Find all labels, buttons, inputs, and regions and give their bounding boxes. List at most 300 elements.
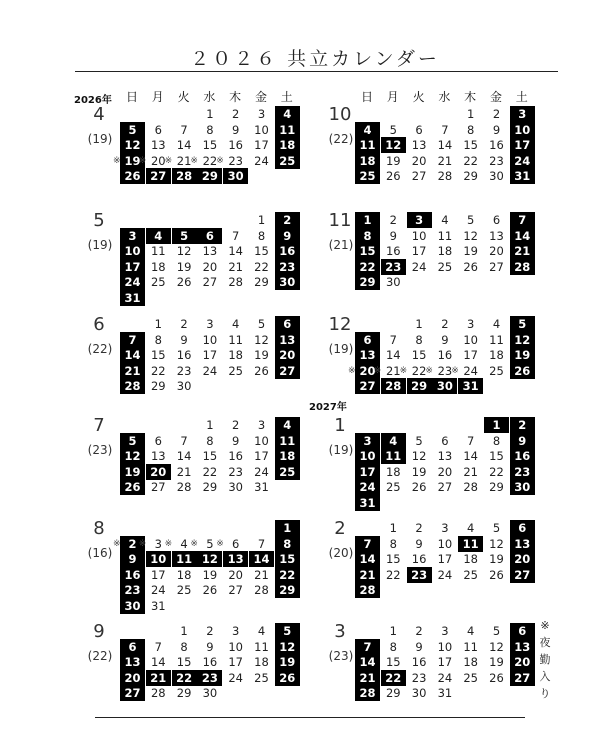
day-cell: 24 [355,479,380,495]
weekday-0: 日 [360,90,373,104]
day-cell: 9 [275,228,300,244]
day-cell: 4 [275,106,300,122]
day-cell: 5 [492,521,501,535]
day-cell: 30 [275,274,300,290]
day-cell: ※ 20 [355,363,380,379]
day-cell: 23 [510,464,535,480]
month-block-10 [326,104,593,212]
day-cell: 8 [389,536,397,551]
month-block-2 [326,518,593,626]
day-cell: 11 [150,244,166,258]
day-cell: 12 [489,536,504,551]
day-cell: 9 [206,639,214,654]
working-day-count: (19) [87,238,113,252]
day-cell: 21 [120,363,145,379]
day-cell: ※ 5 [197,536,222,552]
day-cell: 23 [381,259,406,275]
day-cell: 6 [197,228,222,244]
day-cell: 1 [257,213,266,227]
day-cell: 1 [355,212,380,228]
day-cell: 7 [389,332,397,347]
day-cell: 28 [510,259,535,275]
month-block-8 [85,518,355,626]
day-cell: 21 [437,153,453,168]
day-cell: 14 [437,138,453,152]
day-cell: 2 [206,624,214,638]
day-cell: 17 [437,552,453,566]
day-cell: 25 [176,583,192,597]
day-cell: 24 [150,583,166,597]
day-cell: 7 [154,639,162,654]
day-cell: 29 [463,169,478,183]
day-cell: 13 [202,244,218,258]
day-cell: 14 [228,244,243,258]
day-cell: 7 [120,332,145,348]
day-cell: 11 [275,122,300,138]
day-cell: 5 [492,624,501,638]
month-block-1 [326,415,593,523]
day-cell: 5 [389,122,397,137]
day-cell: 30 [510,479,535,495]
day-cell: 19 [489,655,504,669]
day-cell: 14 [463,449,478,463]
working-day-count: (22) [87,342,113,356]
month-block-3 [326,621,593,729]
day-cell: 8 [415,332,423,347]
day-cell: ※ 21 [381,363,406,379]
day-cell: 22 [489,464,504,479]
day-cell: 22 [463,153,478,168]
day-cell: 4 [492,317,501,331]
day-cell: 5 [510,316,535,332]
day-cell: 4 [381,433,406,449]
day-cell: 27 [437,480,453,494]
day-cell: 27 [411,169,427,183]
day-cell: 28 [437,169,453,183]
day-cell: 16 [385,244,401,258]
day-cell: 14 [510,228,535,244]
day-cell: 22 [275,567,300,583]
day-cell: 25 [437,259,453,274]
day-cell: 24 [254,153,269,168]
day-cell: 14 [249,551,274,567]
day-cell: 30 [176,379,192,393]
day-cell: ※ 4 [172,536,197,552]
day-cell: 9 [120,551,145,567]
day-cell: 18 [437,244,453,258]
weekday-0: 日 [125,90,138,104]
day-cell: 5 [467,213,475,227]
day-cell: 3 [441,624,449,638]
day-cell: ※ 22 [407,363,432,379]
day-cell: 10 [254,122,269,137]
page-title: ２０２６ 共立カレンダー [190,48,440,70]
day-cell: 29 [489,480,504,494]
day-cell: 7 [467,433,475,448]
day-cell: ※ 3 [146,536,171,552]
day-cell: 5 [275,623,300,639]
month-label: 8 [93,518,105,539]
day-cell: 8 [355,228,380,244]
day-cell: 18 [150,259,166,274]
month-block-12 [326,314,593,422]
day-cell: 26 [275,670,300,686]
day-cell: 11 [458,536,483,552]
day-cell: 21 [228,259,243,274]
day-cell: 8 [467,122,475,137]
day-cell: 18 [463,552,478,566]
day-cell: 22 [385,567,401,582]
day-cell: 16 [275,243,300,259]
day-cell: 2 [275,212,300,228]
day-cell: 18 [228,348,243,362]
day-cell: 24 [120,274,145,290]
day-cell: 21 [355,670,380,686]
day-cell: 25 [275,153,300,169]
day-cell: 10 [437,536,453,551]
weekday-2: 火 [412,90,425,104]
day-cell: 20 [146,464,171,480]
day-cell: 16 [228,449,243,463]
day-cell: 17 [202,348,218,362]
day-cell: 15 [355,243,380,259]
day-cell: 17 [228,655,243,669]
day-cell: 7 [355,639,380,655]
day-cell: 12 [381,137,406,153]
working-day-count: (20) [328,546,354,560]
day-cell: 1 [154,317,162,331]
day-cell: 24 [202,363,218,378]
day-cell: ※ 23 [223,153,248,169]
day-cell: 9 [510,433,535,449]
day-cell: 8 [257,228,266,243]
day-cell: 20 [202,259,218,274]
day-cell: 24 [228,670,243,685]
day-cell: 25 [275,464,300,480]
day-cell: 26 [463,259,478,274]
day-cell: 4 [146,228,171,244]
day-cell: 30 [223,168,248,184]
day-cell: 2 [232,418,240,432]
day-cell: 13 [223,551,248,567]
day-cell: 6 [275,316,300,332]
day-cell: 3 [510,106,535,122]
day-cell: 12 [489,639,504,654]
day-cell: 21 [355,567,380,583]
day-cell: 18 [275,137,300,153]
day-cell: 15 [411,348,427,362]
weekday-1: 月 [386,90,399,104]
day-cell: 26 [202,583,218,597]
day-cell: 13 [411,138,427,152]
day-cell: 29 [202,480,218,494]
weekday-3: 水 [203,90,216,104]
day-cell: 24 [510,153,535,169]
day-cell: 31 [254,480,269,494]
day-cell: 2 [389,213,397,227]
day-cell: 16 [411,655,427,669]
day-cell: 28 [228,275,243,289]
day-cell: 31 [437,686,453,700]
day-cell: 21 [254,567,269,582]
day-cell: 20 [120,670,145,686]
day-cell: 12 [176,244,192,258]
day-cell: 9 [389,228,397,243]
day-cell: 29 [407,378,432,394]
day-cell: 29 [254,275,269,289]
day-cell: 19 [385,153,401,168]
day-cell: 18 [489,348,504,362]
day-cell: 4 [467,624,475,638]
day-cell: 23 [411,670,427,685]
year-label-2026: 2026年 [74,95,112,106]
day-cell: 30 [432,378,457,394]
day-cell: 13 [510,536,535,552]
day-cell: 12 [120,448,145,464]
day-cell: 29 [355,274,380,290]
day-cell: 31 [150,598,166,613]
day-cell: 8 [206,433,214,448]
day-cell: 11 [228,332,243,347]
day-cell: 19 [489,552,504,566]
day-cell: 25 [385,480,401,494]
day-cell: 28 [150,686,166,700]
weekday-6: 土 [280,90,293,104]
day-cell: 1 [180,624,188,638]
day-cell: ※ 23 [432,363,457,379]
day-cell: 15 [176,655,192,669]
day-cell: 16 [411,552,427,566]
day-cell: 28 [120,378,145,394]
day-cell: 26 [120,479,145,495]
day-cell: 20 [510,551,535,567]
legend-note: ※夜勤入り [539,619,551,700]
day-cell: 30 [120,598,145,614]
day-cell: 27 [228,583,243,597]
month-label: 11 [328,210,352,231]
day-cell: 10 [120,243,145,259]
day-cell: 3 [257,418,266,432]
working-day-count: (23) [87,443,113,457]
day-cell: 25 [228,363,243,378]
day-cell: 12 [254,332,269,347]
day-cell: 11 [275,433,300,449]
day-cell: 2 [415,521,423,535]
day-cell: 21 [463,464,478,479]
day-cell: 23 [489,153,504,168]
day-cell: 30 [228,480,243,494]
day-cell: 9 [415,639,423,654]
day-cell: 27 [120,685,145,701]
day-cell: 12 [510,332,535,348]
working-day-count: (21) [328,238,354,252]
day-cell: 8 [389,639,397,654]
day-cell: 10 [355,448,380,464]
day-cell: 20 [228,567,243,582]
weekday-4: 木 [229,90,242,104]
day-cell: 3 [467,317,475,331]
weekday-6: 土 [515,90,528,104]
day-cell: 11 [355,137,380,153]
day-cell: 3 [120,228,145,244]
day-cell: 10 [254,433,269,448]
day-cell: 10 [437,639,453,654]
title-divider [75,71,558,72]
day-cell: 26 [385,169,401,183]
day-cell: 22 [254,259,269,274]
day-cell: 1 [206,107,214,121]
day-cell: 10 [510,122,535,138]
day-cell: 18 [176,567,192,582]
day-cell: 1 [275,520,300,536]
day-cell: 14 [150,655,166,669]
day-cell: 27 [510,670,535,686]
day-cell: 28 [381,378,406,394]
day-cell: 13 [510,639,535,655]
day-cell: 27 [275,363,300,379]
day-cell: 15 [275,551,300,567]
day-cell: 6 [492,213,501,227]
day-cell: ※ 2 [120,536,145,552]
day-cell: 27 [146,168,171,184]
day-cell: 28 [172,168,197,184]
day-cell: 16 [202,655,218,669]
day-cell: 23 [228,464,243,479]
day-cell: 17 [254,449,269,463]
day-cell: 1 [389,624,397,638]
day-cell: 10 [228,639,243,654]
day-cell: 31 [120,290,145,306]
day-cell: 2 [180,317,188,331]
day-cell: 23 [176,363,192,378]
day-cell: 31 [458,378,483,394]
day-cell: 9 [232,433,240,448]
day-cell: 18 [385,464,401,479]
day-cell: 12 [463,228,478,243]
day-cell: 3 [206,317,214,331]
day-cell: 1 [484,417,509,433]
day-cell: 5 [257,317,266,331]
day-cell: 4 [232,317,240,331]
day-cell: 11 [463,639,478,654]
day-cell: 8 [206,122,214,137]
month-block-7 [85,415,355,523]
day-cell: 7 [180,122,188,137]
month-label: 2 [334,518,346,539]
day-cell: 23 [407,567,432,583]
day-cell: 26 [254,363,269,378]
day-cell: 3 [407,212,432,228]
day-cell: 5 [120,433,145,449]
day-cell: 27 [355,378,380,394]
day-cell: 6 [154,433,162,448]
day-cell: 27 [489,259,504,274]
day-cell: 9 [232,122,240,137]
day-cell: 28 [463,480,478,494]
day-cell: 7 [232,228,240,243]
day-cell: 13 [489,228,504,243]
day-cell: 20 [510,654,535,670]
day-cell: 9 [180,332,188,347]
day-cell: 27 [202,275,218,289]
day-cell: 30 [489,169,504,183]
day-cell: 8 [154,332,162,347]
day-cell: 3 [355,433,380,449]
day-cell: 2 [441,317,449,331]
day-cell: 6 [510,520,535,536]
weekday-2: 火 [177,90,190,104]
day-cell: 22 [172,670,197,686]
day-cell: 11 [437,228,453,243]
day-cell: 6 [510,623,535,639]
day-cell: 5 [172,228,197,244]
month-label: 9 [93,621,105,642]
day-cell: 18 [275,448,300,464]
day-cell: 17 [120,259,145,275]
day-cell: 26 [510,363,535,379]
day-cell: 28 [355,582,380,598]
day-cell: 14 [176,138,192,152]
day-cell: 19 [176,259,192,274]
day-cell: 25 [150,275,166,289]
day-cell: 11 [381,448,406,464]
month-label: 7 [93,415,105,436]
day-cell: 8 [492,433,501,448]
working-day-count: (23) [328,649,354,663]
day-cell: 9 [441,332,449,347]
month-block-6 [85,314,355,422]
day-cell: 29 [150,379,166,393]
month-label: 6 [93,314,105,335]
weekday-4: 木 [464,90,477,104]
day-cell: 26 [176,275,192,289]
day-cell: 6 [154,122,162,137]
month-block-4 [85,104,355,212]
day-cell: 13 [150,138,166,152]
day-cell: 17 [411,244,427,258]
day-cell: 27 [150,480,166,494]
day-cell: 15 [254,244,269,258]
day-cell: 12 [120,137,145,153]
weekday-5: 金 [489,90,502,104]
month-label: 4 [93,104,105,125]
working-day-count: (16) [87,546,113,560]
day-cell: 14 [355,654,380,670]
day-cell: 10 [202,332,218,347]
day-cell: 7 [180,433,188,448]
day-cell: 25 [489,363,504,378]
day-cell: 5 [120,122,145,138]
day-cell: 22 [355,259,380,275]
working-day-count: (22) [87,649,113,663]
day-cell: 8 [180,639,188,654]
day-cell: 7 [257,536,266,551]
month-label: 1 [334,415,346,436]
day-cell: 29 [197,168,222,184]
day-cell: 18 [355,153,380,169]
day-cell: 16 [510,448,535,464]
month-block-11 [326,210,593,318]
day-cell: 15 [489,449,504,463]
day-cell: 19 [120,464,145,480]
day-cell: 27 [510,567,535,583]
day-cell: 19 [463,244,478,258]
day-cell: 2 [232,107,240,121]
day-cell: 1 [467,107,475,121]
day-cell: 17 [510,137,535,153]
month-label: 10 [328,104,352,125]
day-cell: 1 [206,418,214,432]
